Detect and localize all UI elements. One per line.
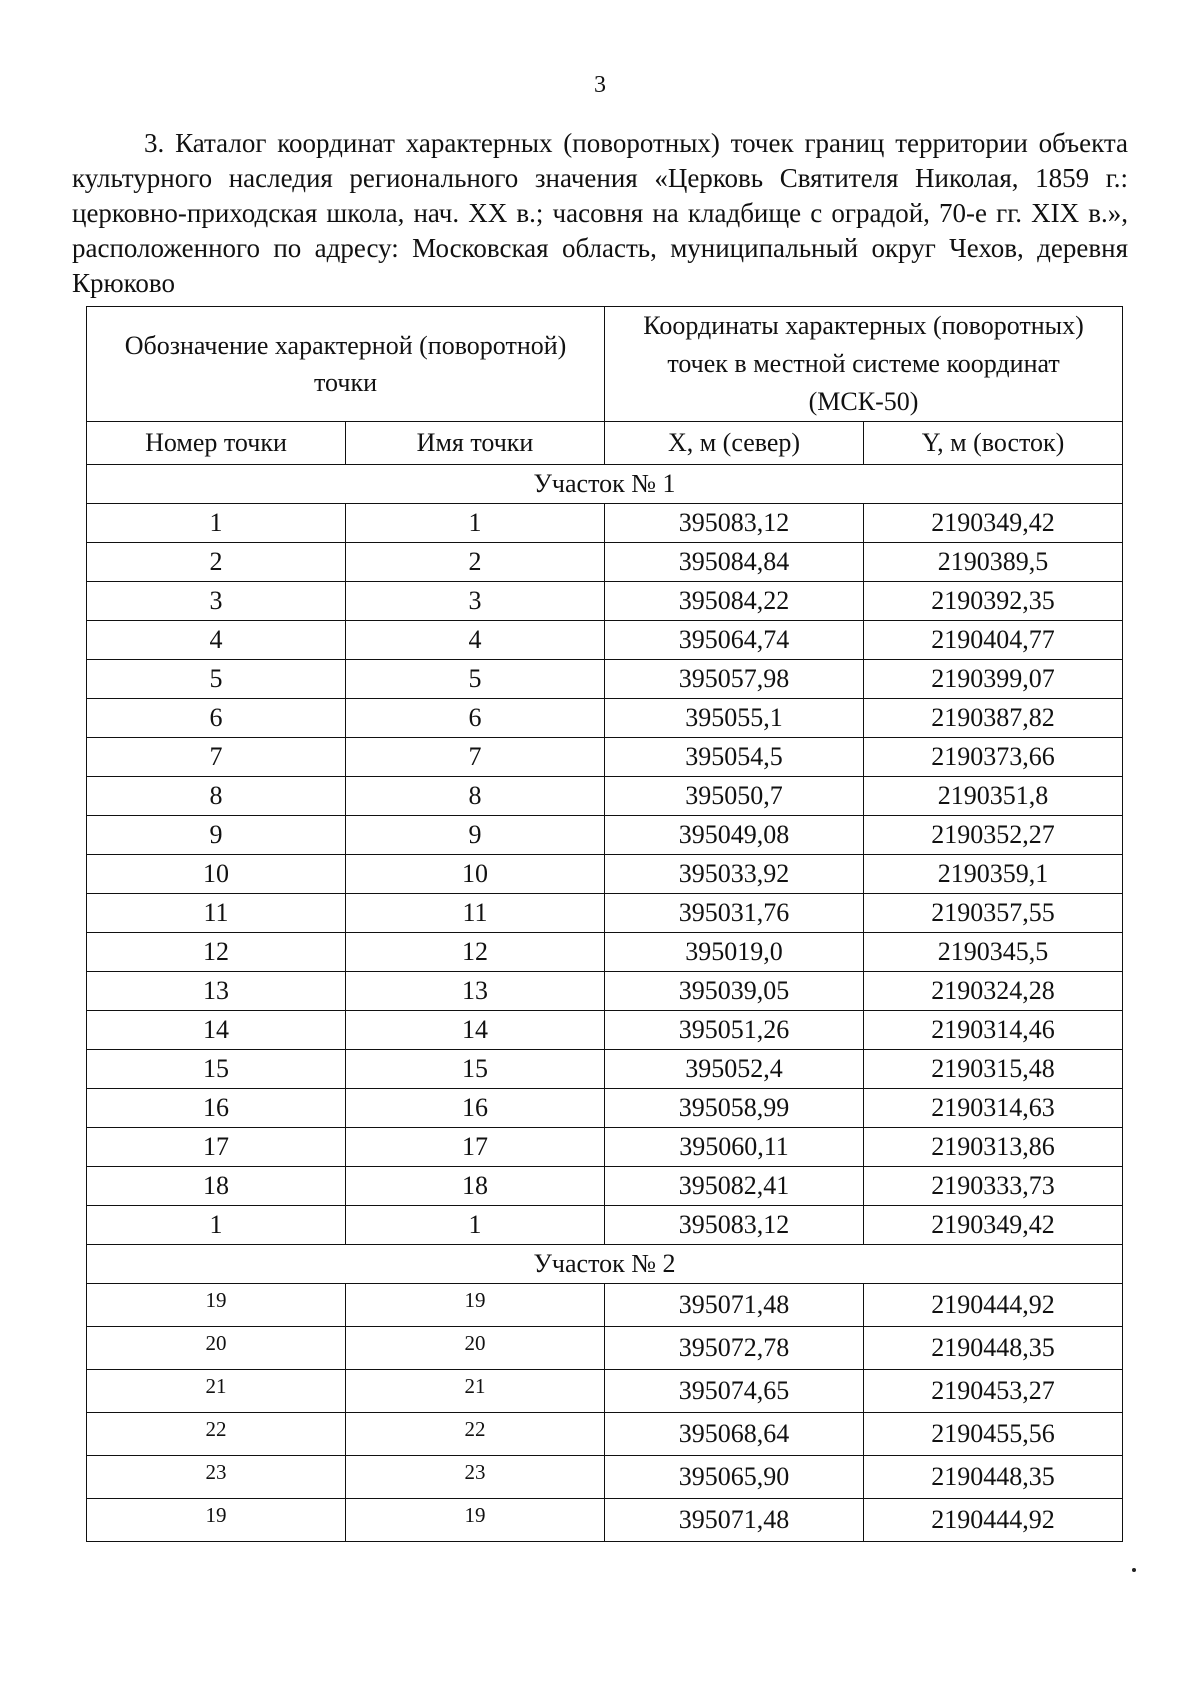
point-number: 6 bbox=[87, 699, 346, 738]
point-name: 4 bbox=[346, 621, 605, 660]
table-row bbox=[87, 855, 1123, 894]
coord-y: 2190448,35 bbox=[864, 1327, 1123, 1370]
point-name: 13 bbox=[346, 972, 605, 1011]
coord-x: 395050,7 bbox=[605, 777, 864, 816]
table-row bbox=[87, 621, 1123, 660]
page-number: 3 bbox=[594, 72, 606, 98]
point-number: 20 bbox=[87, 1327, 346, 1370]
table-row bbox=[87, 504, 1123, 543]
table-row bbox=[87, 543, 1123, 582]
coord-x: 395039,05 bbox=[605, 972, 864, 1011]
coord-x: 395065,90 bbox=[605, 1456, 864, 1499]
point-number: 17 bbox=[87, 1128, 346, 1167]
point-number: 11 bbox=[87, 894, 346, 933]
point-name: 5 bbox=[346, 660, 605, 699]
point-name: 6 bbox=[346, 699, 605, 738]
coord-y: 2190315,48 bbox=[864, 1050, 1123, 1089]
point-name: 19 bbox=[346, 1284, 605, 1327]
coord-y: 2190453,27 bbox=[864, 1370, 1123, 1413]
coord-y: 2190444,92 bbox=[864, 1284, 1123, 1327]
point-name: 18 bbox=[346, 1167, 605, 1206]
coord-y: 2190404,77 bbox=[864, 621, 1123, 660]
table-row bbox=[87, 894, 1123, 933]
table-row bbox=[87, 1499, 1123, 1542]
point-name: 1 bbox=[346, 504, 605, 543]
point-number: 23 bbox=[87, 1456, 346, 1499]
point-name: 17 bbox=[346, 1128, 605, 1167]
point-name: 19 bbox=[346, 1499, 605, 1542]
point-number: 2 bbox=[87, 543, 346, 582]
point-number: 14 bbox=[87, 1011, 346, 1050]
point-number: 12 bbox=[87, 933, 346, 972]
coord-y: 2190349,42 bbox=[864, 504, 1123, 543]
header-x-north: X, м (север) bbox=[605, 422, 864, 465]
header-y-east: Y, м (восток) bbox=[864, 422, 1123, 465]
table-row bbox=[87, 1413, 1123, 1456]
coord-x: 395071,48 bbox=[605, 1284, 864, 1327]
table-row bbox=[87, 1167, 1123, 1206]
point-number: 4 bbox=[87, 621, 346, 660]
section-title: Участок № 1 bbox=[87, 465, 1123, 504]
coord-y: 2190349,42 bbox=[864, 1206, 1123, 1245]
coord-x: 395083,12 bbox=[605, 504, 864, 543]
point-name: 15 bbox=[346, 1050, 605, 1089]
coord-x: 395064,74 bbox=[605, 621, 864, 660]
point-name: 9 bbox=[346, 816, 605, 855]
header-point-designation: Обозначение характерной (поворотной) точки bbox=[87, 307, 605, 422]
point-name: 14 bbox=[346, 1011, 605, 1050]
point-name: 22 bbox=[346, 1413, 605, 1456]
table-row bbox=[87, 1128, 1123, 1167]
table-row bbox=[87, 582, 1123, 621]
section-row bbox=[87, 465, 1123, 504]
table-row bbox=[87, 1327, 1123, 1370]
point-number: 5 bbox=[87, 660, 346, 699]
table-row bbox=[87, 738, 1123, 777]
coord-x: 395074,65 bbox=[605, 1370, 864, 1413]
point-number: 21 bbox=[87, 1370, 346, 1413]
coord-y: 2190352,27 bbox=[864, 816, 1123, 855]
coord-x: 395052,4 bbox=[605, 1050, 864, 1089]
coord-y: 2190387,82 bbox=[864, 699, 1123, 738]
coord-y: 2190345,5 bbox=[864, 933, 1123, 972]
point-number: 18 bbox=[87, 1167, 346, 1206]
intro-paragraph: 3. Каталог координат характерных (поворотных) точек границ территории объекта культурного наследия регионального значения «Церковь Святителя Николая, 1859 г.: церковно-приходская школа, нач. XX в.; часовня на кладбище с оградой, 70-е гг. XIX в.», расположенного по адресу: Московская область, муниципальный округ Чехов, деревня Крюково bbox=[72, 128, 1128, 298]
point-number: 1 bbox=[87, 1206, 346, 1245]
coord-x: 395019,0 bbox=[605, 933, 864, 972]
coord-y: 2190324,28 bbox=[864, 972, 1123, 1011]
coord-x: 395060,11 bbox=[605, 1128, 864, 1167]
table-row bbox=[87, 777, 1123, 816]
coord-y: 2190373,66 bbox=[864, 738, 1123, 777]
coord-x: 395051,26 bbox=[605, 1011, 864, 1050]
table-row bbox=[87, 1284, 1123, 1327]
coord-y: 2190333,73 bbox=[864, 1167, 1123, 1206]
coord-x: 395082,41 bbox=[605, 1167, 864, 1206]
point-number: 16 bbox=[87, 1089, 346, 1128]
coord-y: 2190357,55 bbox=[864, 894, 1123, 933]
coord-x: 395071,48 bbox=[605, 1499, 864, 1542]
coord-x: 395057,98 bbox=[605, 660, 864, 699]
point-name: 7 bbox=[346, 738, 605, 777]
table-row bbox=[87, 1050, 1123, 1089]
header-point-number: Номер точки bbox=[87, 422, 346, 465]
point-number: 19 bbox=[87, 1499, 346, 1542]
point-number: 22 bbox=[87, 1413, 346, 1456]
coordinates-table-body bbox=[87, 307, 1123, 1542]
table-row bbox=[87, 972, 1123, 1011]
coord-y: 2190448,35 bbox=[864, 1456, 1123, 1499]
coord-y: 2190392,35 bbox=[864, 582, 1123, 621]
header-coordinates: Координаты характерных (поворотных) точек в местной системе координат (МСК-50) bbox=[605, 307, 1123, 422]
coordinates-table bbox=[86, 306, 1123, 1542]
point-number: 15 bbox=[87, 1050, 346, 1089]
point-number: 19 bbox=[87, 1284, 346, 1327]
point-name: 8 bbox=[346, 777, 605, 816]
point-number: 13 bbox=[87, 972, 346, 1011]
coord-y: 2190455,56 bbox=[864, 1413, 1123, 1456]
point-number: 10 bbox=[87, 855, 346, 894]
point-name: 2 bbox=[346, 543, 605, 582]
table-row bbox=[87, 1011, 1123, 1050]
coord-x: 395031,76 bbox=[605, 894, 864, 933]
coord-y: 2190444,92 bbox=[864, 1499, 1123, 1542]
coord-x: 395084,84 bbox=[605, 543, 864, 582]
point-name: 12 bbox=[346, 933, 605, 972]
table-header-row bbox=[87, 307, 1123, 422]
coord-x: 395072,78 bbox=[605, 1327, 864, 1370]
coord-x: 395058,99 bbox=[605, 1089, 864, 1128]
point-name: 1 bbox=[346, 1206, 605, 1245]
coord-y: 2190351,8 bbox=[864, 777, 1123, 816]
coord-y: 2190314,63 bbox=[864, 1089, 1123, 1128]
point-name: 16 bbox=[346, 1089, 605, 1128]
point-name: 21 bbox=[346, 1370, 605, 1413]
section-title: Участок № 2 bbox=[87, 1245, 1123, 1284]
table-subheader-row bbox=[87, 422, 1123, 465]
coord-x: 395054,5 bbox=[605, 738, 864, 777]
point-number: 9 bbox=[87, 816, 346, 855]
coord-x: 395055,1 bbox=[605, 699, 864, 738]
coord-x: 395083,12 bbox=[605, 1206, 864, 1245]
coord-x: 395068,64 bbox=[605, 1413, 864, 1456]
section-row bbox=[87, 1245, 1123, 1284]
table-row bbox=[87, 699, 1123, 738]
coord-x: 395033,92 bbox=[605, 855, 864, 894]
coord-y: 2190313,86 bbox=[864, 1128, 1123, 1167]
table-row bbox=[87, 1370, 1123, 1413]
table-row bbox=[87, 660, 1123, 699]
page-dot bbox=[1132, 1568, 1136, 1572]
coord-x: 395049,08 bbox=[605, 816, 864, 855]
table-row bbox=[87, 1456, 1123, 1499]
header-point-name: Имя точки bbox=[346, 422, 605, 465]
point-number: 7 bbox=[87, 738, 346, 777]
table-row bbox=[87, 816, 1123, 855]
point-number: 3 bbox=[87, 582, 346, 621]
point-name: 23 bbox=[346, 1456, 605, 1499]
table-row bbox=[87, 1206, 1123, 1245]
table-row bbox=[87, 1089, 1123, 1128]
point-number: 1 bbox=[87, 504, 346, 543]
point-name: 11 bbox=[346, 894, 605, 933]
point-name: 3 bbox=[346, 582, 605, 621]
coord-y: 2190314,46 bbox=[864, 1011, 1123, 1050]
coord-y: 2190399,07 bbox=[864, 660, 1123, 699]
point-name: 10 bbox=[346, 855, 605, 894]
coord-x: 395084,22 bbox=[605, 582, 864, 621]
table-row bbox=[87, 933, 1123, 972]
coord-y: 2190389,5 bbox=[864, 543, 1123, 582]
point-name: 20 bbox=[346, 1327, 605, 1370]
point-number: 8 bbox=[87, 777, 346, 816]
coord-y: 2190359,1 bbox=[864, 855, 1123, 894]
